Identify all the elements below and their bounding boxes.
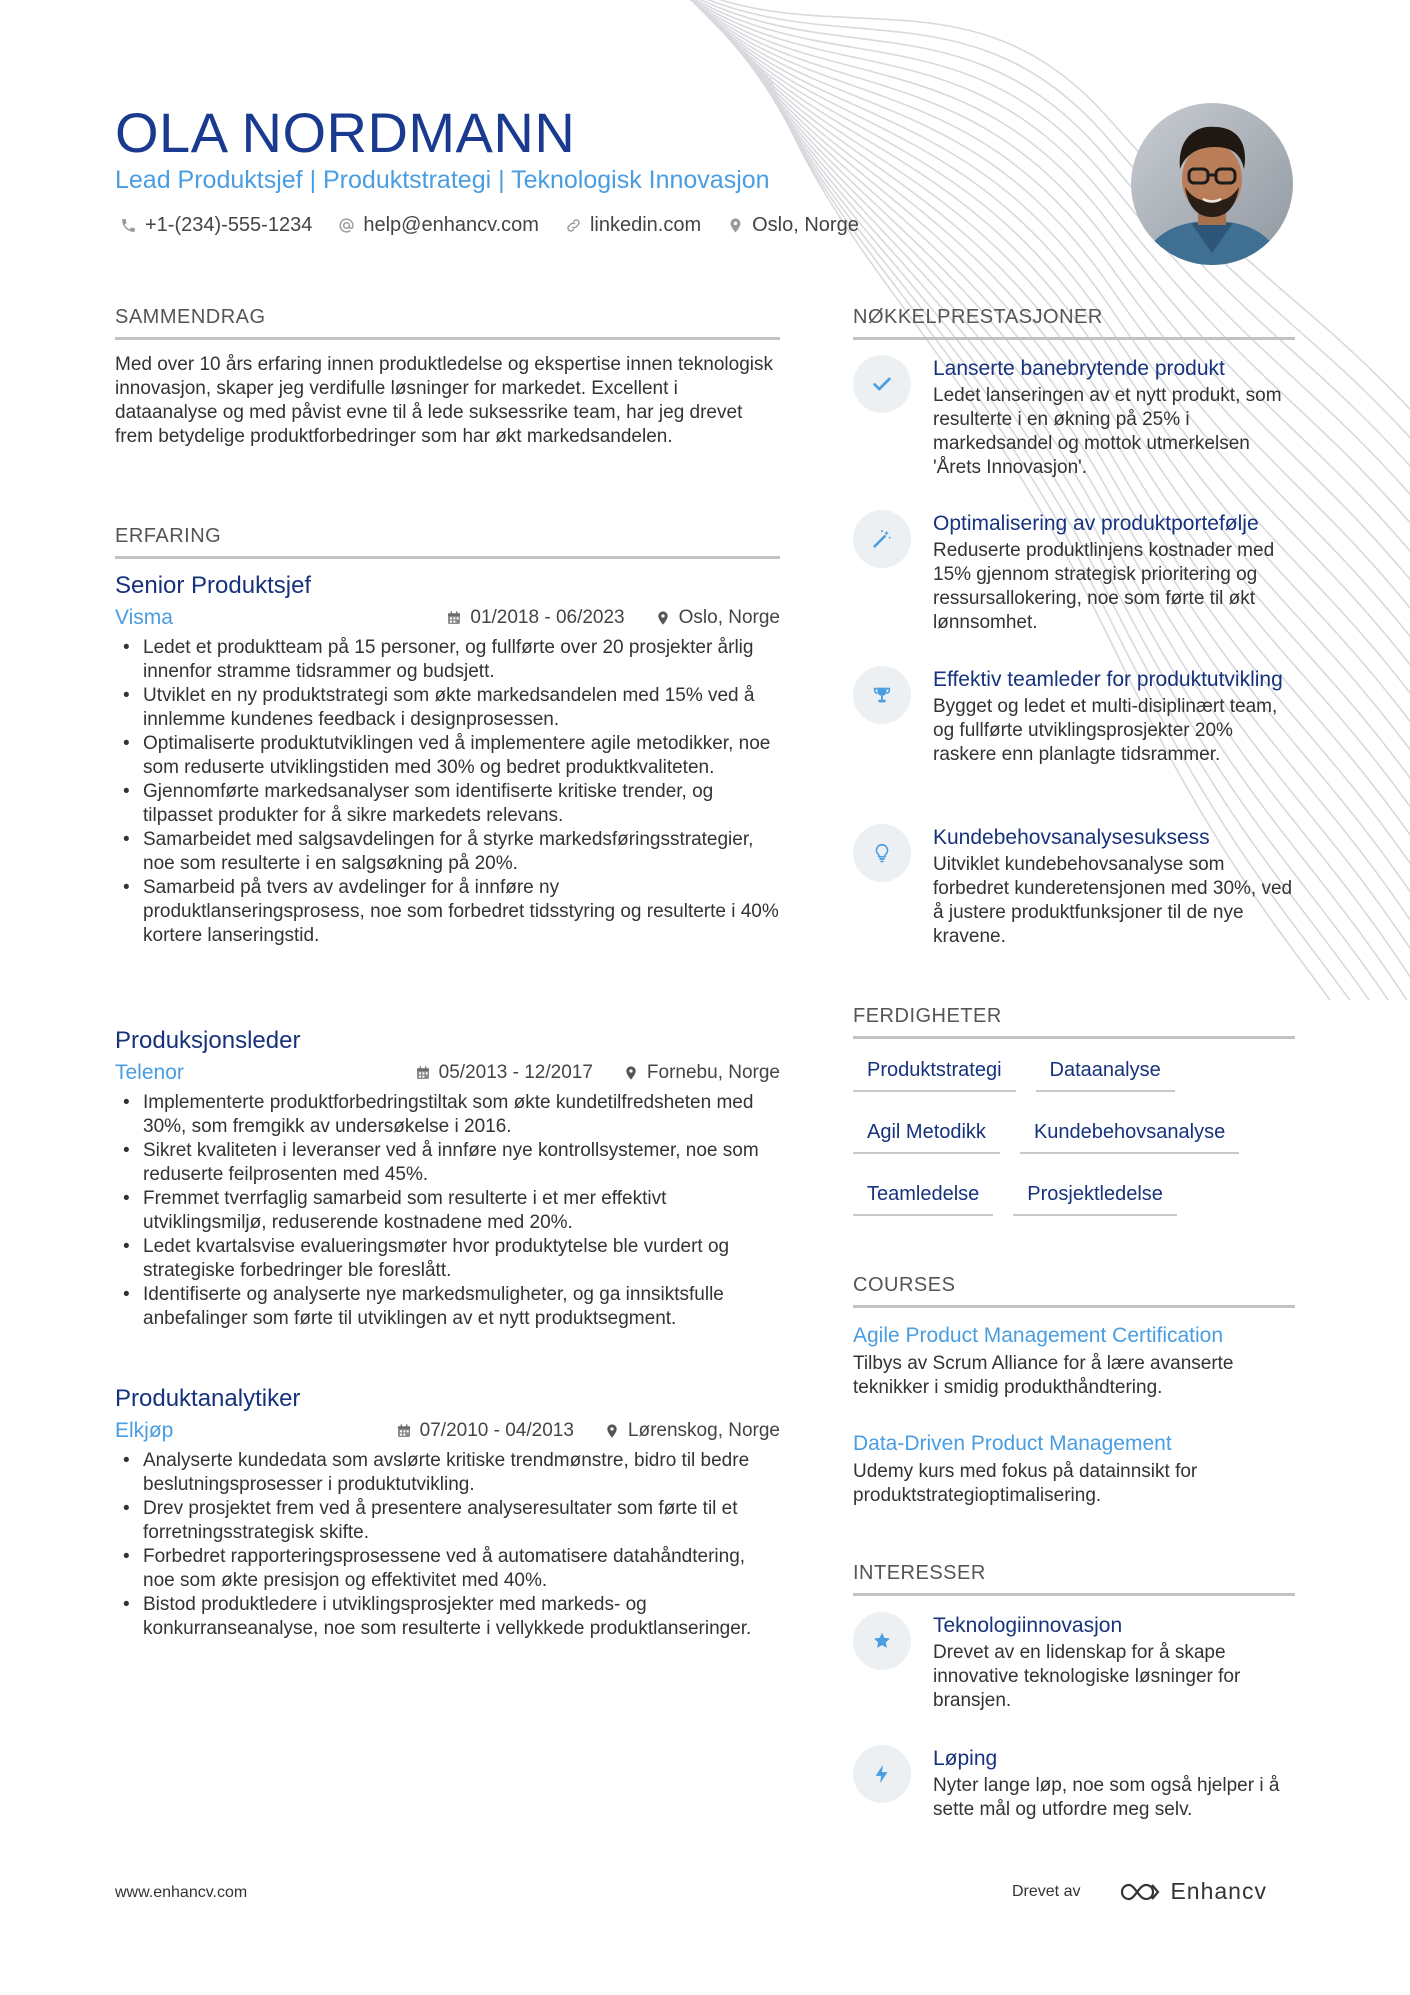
star-icon [853,1612,911,1670]
course-desc: Tilbys av Scrum Alliance for å lære avanserte teknikker i smidig produkthåndtering. [853,1353,1234,1398]
infinity-logo-icon [1118,1880,1162,1904]
skill-tag: Dataanalyse [1036,1055,1175,1092]
achievement-item [853,510,1295,635]
calendar-icon [446,610,462,626]
bullet-item: • Fremmet tverrfaglig samarbeid som resulterte i et mer effektivt utviklingsmiljø, reduserende kostnadene med 20%. [115,1187,780,1235]
bullet-item: • Ledet et produktteam på 15 personer, og fullførte over 20 prosjekter årlig innenfor stramme tidsrammer og budsjett. [115,636,780,684]
bullet-item: • Sikret kvaliteten i leveranser ved å innføre nye kontrollsystemer, noe som reduserte feilprosenten med 45%. [115,1139,780,1187]
achievement-desc: Bygget og ledet et multi-disiplinært team, og fullførte utviklingsprosjekter 20% raskere enn planlagte tidsrammer. [933,696,1278,765]
interest-item [853,1612,1295,1713]
job-title: Produksjonsleder [115,1027,301,1054]
job-title: Senior Produktsjef [115,572,312,599]
job-dates: 01/2018 - 06/2023 [470,607,625,628]
location-text: Oslo, Norge [752,214,859,236]
bullet-item: • Forbedret rapporteringsprosessene ved å automatisere datahåndtering, noe som økte presisjon og effektivitet med 40%. [115,1545,780,1593]
profile-photo [1131,103,1293,265]
email-text: help@enhancv.com [363,214,539,236]
job-entry [115,1027,780,1331]
courses-heading: COURSES [853,1274,1295,1308]
magic-wand-icon [853,510,911,568]
summary-text: Med over 10 års erfaring innen produktledelse og ekspertise innen teknologisk innovasjon, skaper jeg verdifulle løsninger for markedet. Excellent i dataanalyse og med påvist evne til å lede suksessrike team, har jeg drevet frem betydelige produktforbedringer som har økt markedsandelen. [115,354,774,447]
link-icon [565,217,582,234]
candidate-headline: Lead Produktsjef | Produktstrategi | Teknologisk Innovasjon [115,166,770,194]
job-bullets [115,1449,780,1641]
powered-by-label: Drevet av [1012,1882,1081,1900]
contact-email[interactable] [338,214,539,237]
job-bullets [115,636,780,948]
bullet-item: • Implementerte produktforbedringstiltak som økte kundetilfredsheten med 30%, som fremgikk av undersøkelse i 2016. [115,1091,780,1139]
company-name: Visma [115,606,173,629]
achievement-title: Lanserte banebrytende produkt [933,357,1225,380]
phone-icon [120,217,137,234]
job-bullets [115,1091,780,1331]
achievement-title: Kundebehovsanalysesuksess [933,826,1210,849]
bullet-item: • Bistod produktledere i utviklingsprosjekter med markeds- og konkurranseanalyse, noe som resulterte i vellykkede produktlanseringer. [115,1593,780,1641]
bullet-item: • Samarbeidet med salgsavdelingen for å styrke markedsføringsstrategier, noe som resulterte i en salgsøkning på 20%. [115,828,780,876]
location-pin-icon [655,610,671,626]
skills-list [853,1055,1293,1216]
skills-heading: FERDIGHETER [853,1005,1295,1039]
lightbulb-icon [853,824,911,882]
skill-tag: Prosjektledelse [1013,1179,1177,1216]
job-dates: 05/2013 - 12/2017 [438,1062,593,1083]
job-dates: 07/2010 - 04/2013 [419,1420,574,1441]
interest-title: Teknologiinnovasjon [933,1614,1123,1637]
location-pin-icon [623,1065,639,1081]
calendar-icon [415,1065,431,1081]
wave-line [742,50,1410,935]
achievement-desc: Uitviklet kundebehovsanalyse som forbedret kunderetensjonen med 30%, ved å justere produktfunksjoner til de nye kravene. [933,854,1293,947]
course-title: Data-Driven Product Management [853,1432,1172,1455]
footer-website[interactable]: www.enhancv.com [115,1884,248,1901]
candidate-name: OLA NORDMANN [115,101,576,164]
skill-tag: Kundebehovsanalyse [1020,1117,1239,1154]
job-entry [115,572,780,948]
bullet-item: • Optimaliserte produktutviklingen ved å implementere agile metodikker, noe som reduserte utviklingstiden med 30% og bedret produktkvaliteten. [115,732,780,780]
interest-desc: Nyter lange løp, noe som også hjelper i å sette mål og utfordre meg selv. [933,1775,1280,1820]
achievement-item [853,666,1295,767]
contact-location [727,214,859,237]
interest-title: Løping [933,1747,998,1770]
achievement-title: Optimalisering av produktportefølje [933,512,1259,535]
brand-name: Enhancv [1170,1878,1267,1904]
bullet-item: • Utviklet en ny produktstrategi som økte markedsandelen med 15% ved å innlemme kundenes feedback i designprosessen. [115,684,780,732]
interests-heading: INTERESSER [853,1562,1295,1596]
company-name: Telenor [115,1061,184,1084]
enhancv-logo[interactable] [1118,1878,1267,1905]
company-name: Elkjøp [115,1419,174,1442]
check-icon [853,355,911,413]
linkedin-text: linkedin.com [589,214,702,236]
course-item [853,1324,1295,1400]
achievement-item [853,355,1295,480]
skill-tag: Agil Metodikk [853,1117,1000,1154]
skill-tag: Produktstrategi [853,1055,1016,1092]
contact-phone[interactable] [120,214,312,237]
achievement-title: Effektiv teamleder for produktutvikling [933,668,1283,691]
summary-heading: SAMMENDRAG [115,306,780,340]
bullet-item: • Samarbeid på tvers av avdelinger for å innføre ny produktlanseringsprosess, noe som forbedret tidsstyring og resulterte i 40% kortere lanseringstid. [115,876,780,948]
achievement-desc: Ledet lanseringen av et nytt produkt, som resulterte i en økning på 25% i markedsandel og mottok utmerkelsen 'Årets Innovasjon'. [933,385,1282,478]
skill-tag: Teamledelse [853,1179,993,1216]
job-location: Oslo, Norge [678,607,780,628]
contact-linkedin[interactable] [565,214,701,237]
bullet-item: • Ledet kvartalsvise evalueringsmøter hvor produktytelse ble vurdert og strategiske forbedringer ble foreslått. [115,1235,780,1283]
location-pin-icon [727,217,744,234]
footer-branding [1012,1878,1267,1905]
wave-line [694,3,1410,591]
course-desc: Udemy kurs med fokus på datainnsikt for produktstrategioptimalisering. [853,1461,1198,1506]
job-location: Lørenskog, Norge [627,1420,780,1441]
experience-heading: ERFARING [115,525,780,559]
bullet-item: • Gjennomførte markedsanalyser som identifiserte kritiske trender, og tilpasset produkter for å sikre markedets relevans. [115,780,780,828]
interest-desc: Drevet av en lidenskap for å skape innovative teknologiske løsninger for bransjen. [933,1642,1241,1711]
job-title: Produktanalytiker [115,1385,301,1412]
achievement-item [853,824,1295,949]
course-title: Agile Product Management Certification [853,1324,1224,1347]
contact-bar [120,214,859,237]
interest-item [853,1745,1295,1822]
bullet-item: • Drev prosjektet frem ved å presentere analyseresultater som førte til et forretningsstrategisk skifte. [115,1497,780,1545]
achievement-desc: Reduserte produktlinjens kostnader med 15% gjennom strategisk prioritering og ressursallokering, noe som førte til økt lønnsomhet. [933,540,1275,633]
job-location: Fornebu, Norge [646,1062,780,1083]
job-entry [115,1385,780,1641]
achievements-heading: NØKKELPRESTASJONER [853,306,1295,340]
trophy-icon [853,666,911,724]
course-item [853,1432,1295,1508]
lightning-icon [853,1745,911,1803]
calendar-icon [396,1423,412,1439]
location-pin-icon [604,1423,620,1439]
at-icon [338,217,355,234]
bullet-item: • Identifiserte og analyserte nye markedsmuligheter, og ga innsiktsfulle anbefalinger som førte til utviklingen av et nytt produktsegment. [115,1283,780,1331]
phone-text: +1-(234)-555-1234 [145,214,313,236]
bullet-item: • Analyserte kundedata som avslørte kritiske trendmønstre, bidro til bedre beslutningsprosesser i produktutvikling. [115,1449,780,1497]
